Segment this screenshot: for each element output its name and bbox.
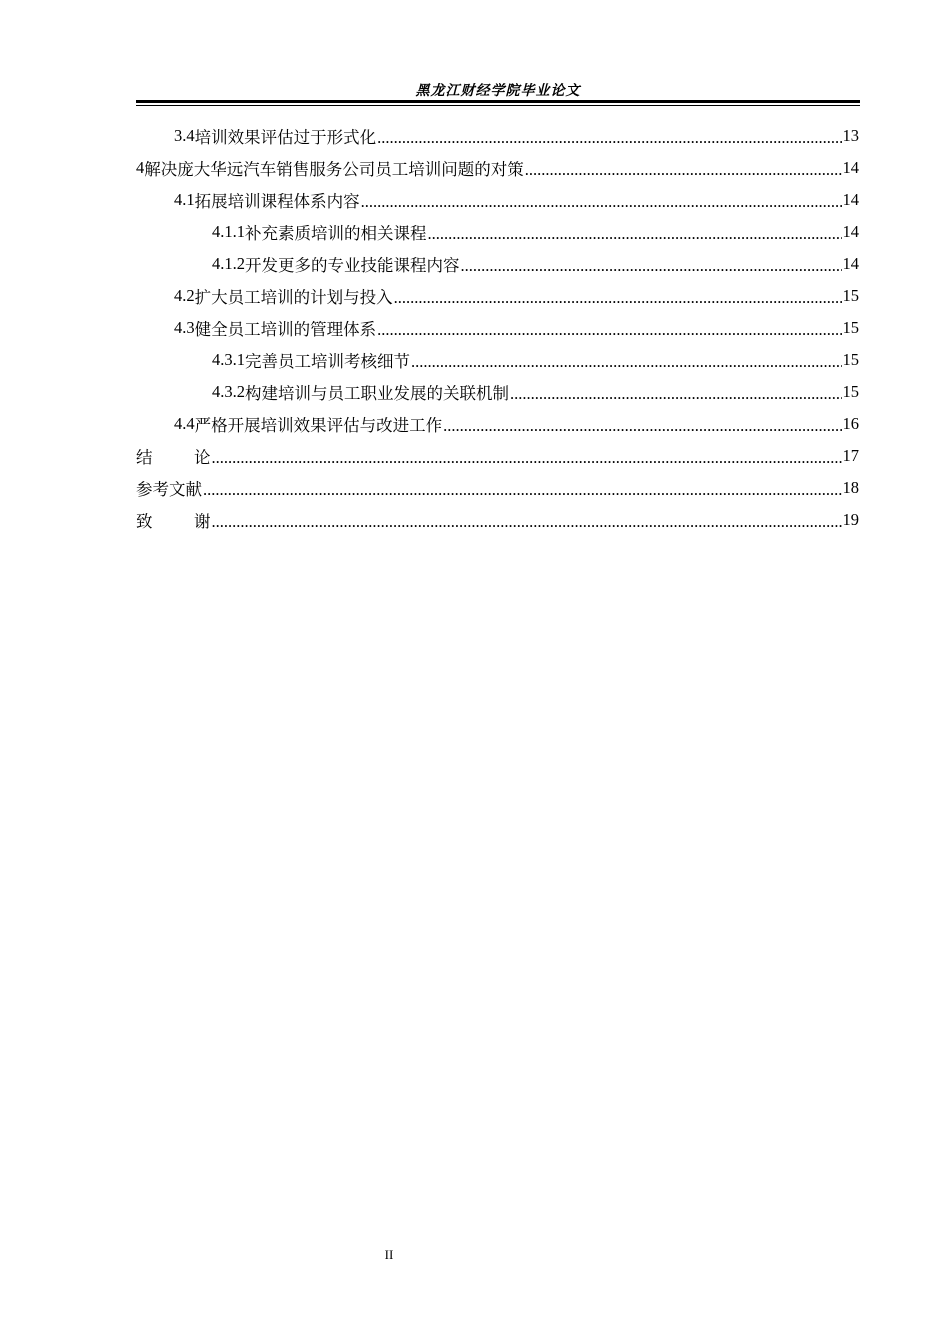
toc-entry-page: 15 [842, 382, 859, 401]
toc-dot-leader [361, 192, 842, 212]
toc-entry-page: 14 [842, 158, 859, 177]
toc-entry-number: 3.4 [174, 126, 195, 145]
toc-entry-label: 参考文献 [136, 480, 202, 499]
toc-entry-page: 17 [842, 446, 859, 465]
toc-entry-label [136, 508, 211, 532]
toc-entry-page: 19 [842, 510, 859, 529]
toc-entry-label: 健全员工培训的管理体系 [194, 320, 377, 339]
toc-entry-number: 4 [136, 158, 145, 177]
toc-dot-leader [212, 512, 842, 532]
toc-entry[interactable] [136, 344, 859, 376]
toc-dot-leader [377, 128, 841, 148]
header-rule-thin [136, 105, 860, 106]
toc-entry-number: 4.1.1 [212, 222, 245, 241]
toc-entry-label: 构建培训与员工职业发展的关联机制 [245, 384, 509, 403]
toc-entry-number: 4.3.1 [212, 350, 245, 369]
toc-entry[interactable] [136, 152, 859, 184]
toc-dot-leader [461, 256, 842, 276]
toc-entry-page: 18 [842, 478, 859, 497]
toc-entry-number: 4.1.2 [212, 254, 245, 273]
toc-entry-label: 开发更多的专业技能课程内容 [245, 256, 460, 275]
toc-dot-leader [203, 480, 842, 500]
toc-entry-label: 完善员工培训考核细节 [245, 352, 410, 371]
toc-label-char: 论 [194, 448, 211, 467]
toc-entry-references[interactable] [136, 472, 859, 504]
toc-dot-leader [212, 448, 842, 468]
toc-dot-leader [394, 288, 842, 308]
running-header-title: 黑龙江财经学院毕业论文 [415, 84, 581, 99]
toc-label-char: 致 [136, 512, 153, 531]
toc-dot-leader [525, 160, 842, 180]
toc-entry-page: 13 [842, 126, 859, 145]
toc-entry-page: 14 [842, 190, 859, 209]
toc-entry[interactable] [136, 280, 859, 312]
toc-entry-label: 扩大员工培训的计划与投入 [194, 288, 393, 307]
toc-dot-leader [428, 224, 842, 244]
toc-label-char: 结 [136, 448, 153, 467]
toc-entry-page: 15 [842, 350, 859, 369]
toc-entry-label: 解决庞大华远汽车销售服务公司员工培训问题的对策 [144, 160, 524, 179]
toc-entry-label: 拓展培训课程体系内容 [194, 192, 360, 211]
toc-dot-leader [510, 384, 842, 404]
toc-entry-page: 14 [842, 254, 859, 273]
toc-entry[interactable] [136, 312, 859, 344]
toc-entry[interactable] [136, 184, 859, 216]
toc-entry-acknowledgements[interactable] [136, 504, 859, 536]
toc-entry[interactable] [136, 216, 859, 248]
toc-entry[interactable] [136, 248, 859, 280]
toc-dot-leader [411, 352, 842, 372]
toc-entry-label: 培训效果评估过于形式化 [194, 128, 377, 147]
toc-entry-page: 15 [842, 286, 859, 305]
header-rule-thick [136, 100, 860, 103]
toc-entry-label [136, 444, 211, 468]
toc-entry-page: 14 [842, 222, 859, 241]
toc-entry[interactable] [136, 120, 859, 152]
toc-dot-leader [377, 320, 841, 340]
toc-entry-number: 4.1 [174, 190, 195, 209]
toc-entry-label: 严格开展培训效果评估与改进工作 [194, 416, 443, 435]
toc-entry[interactable] [136, 408, 859, 440]
toc-dot-leader [443, 416, 841, 436]
toc-entry-number: 4.4 [174, 414, 195, 433]
toc-entry-number: 4.3.2 [212, 382, 245, 401]
toc-entry-conclusion[interactable] [136, 440, 859, 472]
toc-entry-label: 补充素质培训的相关课程 [245, 224, 427, 243]
toc-entry-page: 15 [842, 318, 859, 337]
toc-entry-page: 16 [842, 414, 859, 433]
footer-page-number: II [384, 1247, 394, 1262]
toc-entry-number: 4.2 [174, 286, 195, 305]
table-of-contents [136, 120, 859, 536]
toc-entry-number: 4.3 [174, 318, 195, 337]
toc-label-char: 谢 [194, 512, 211, 531]
toc-entry[interactable] [136, 376, 859, 408]
